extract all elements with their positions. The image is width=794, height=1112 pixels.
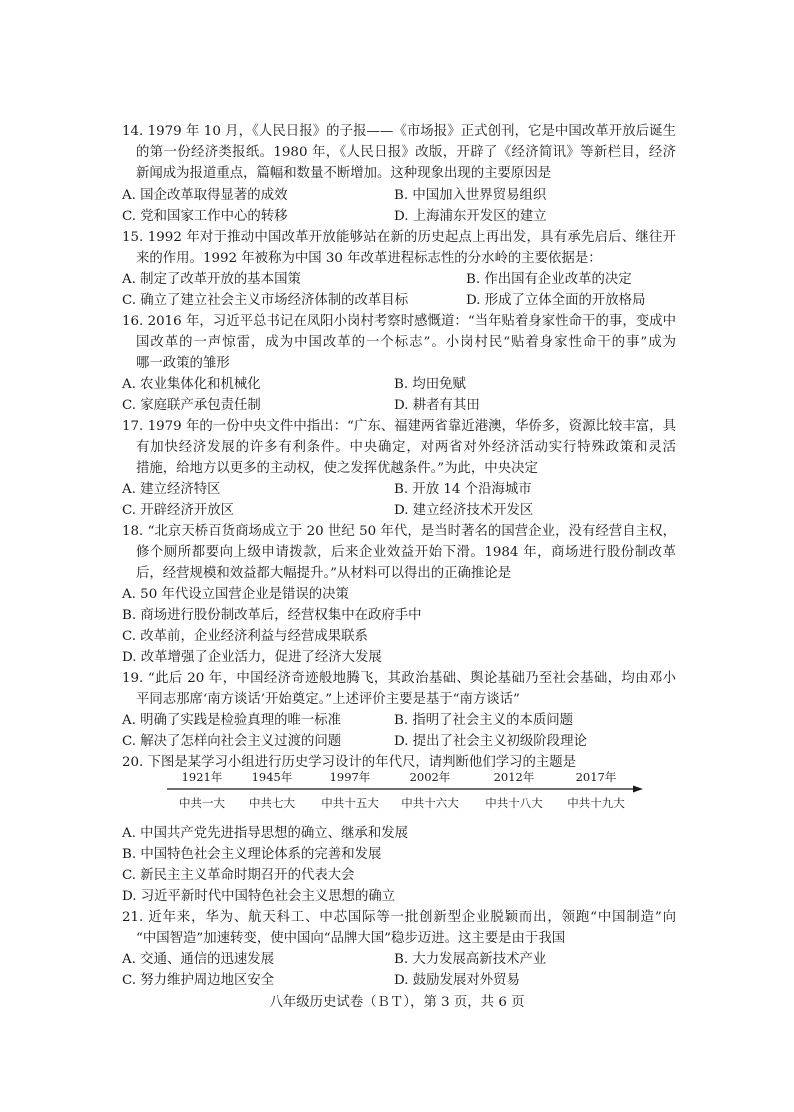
q19-line-1: 19. “此后 20 年，中国经济奇迹般地腾飞，其政治基础、舆论基础乃至社会基础，均由邓小 bbox=[122, 671, 676, 686]
q21-line-2: “中国智造”加速转变，使中国向“品牌大国”稳步迈进。这主要是由于我国 bbox=[136, 931, 566, 946]
q15-line-1: 15. 1992 年对于推动中国改革开放能够站在新的历史起点上再出发，具有承先启后、继往开 bbox=[122, 230, 676, 245]
q14-line-1: 14. 1979 年 10 月，《人民日报》的子报——《市场报》正式创刊，它是中国改革开放后诞生 bbox=[122, 124, 676, 139]
q20-option-d: D. 习近平新时代中国特色社会主义思想的确立 bbox=[122, 889, 396, 904]
q16-line-2: 国改革的一声惊雷，成为中国改革的一个标志”。小岗村民“贴着身家性命干的事”成为 bbox=[136, 335, 676, 350]
q16-line-1: 16. 2016 年，习近平总书记在凤阳小岗村考察时感慨道：“当年贴着身家性命干的事，变成中 bbox=[122, 314, 676, 329]
q18-option-b: B. 商场进行股份制改革后，经营权集中在政府手中 bbox=[122, 608, 422, 623]
q20-option-a: A. 中国共产党先进指导思想的确立、继承和发展 bbox=[122, 826, 408, 841]
q18-line-3: 后，经营规模和效益都大幅提升。”从材料可以得出的正确推论是 bbox=[136, 566, 512, 581]
q14-line-2: 的第一份经济类报纸。1980 年，《人民日报》改版，开辟了《经济简讯》等新栏目，经济 bbox=[136, 145, 676, 160]
timeline-year: 2002年 bbox=[409, 770, 451, 784]
timeline-year: 2017年 bbox=[575, 770, 617, 784]
q15-option-a: A. 制定了改革开放的基本国策 bbox=[122, 272, 301, 287]
q18-line-1: 18. “北京天桥百货商场成立于 20 世纪 50 年代，是当时著名的国营企业，没有经营自主权， bbox=[122, 524, 676, 539]
timeline-year: 2012年 bbox=[493, 770, 535, 784]
q17-option-a: A. 建立经济特区 bbox=[122, 482, 221, 497]
timeline-label: 中共一大 bbox=[179, 796, 225, 810]
q18-option-c: C. 改革前，企业经济利益与经营成果联系 bbox=[122, 629, 368, 644]
timeline-year: 1997年 bbox=[329, 770, 371, 784]
q15-option-b: B. 作出国有企业改革的决定 bbox=[466, 272, 632, 287]
q17-line-3: 措施，给地方以更多的主动权，使之发挥优越条件。”为此，中央决定 bbox=[136, 461, 538, 476]
q18-option-d: D. 改革增强了企业活力，促进了经济大发展 bbox=[122, 650, 382, 665]
q20-option-b: B. 中国特色社会主义理论体系的完善和发展 bbox=[122, 847, 382, 862]
q15-option-c: C. 确立了建立社会主义市场经济体制的改革目标 bbox=[122, 293, 409, 308]
page-footer: 八年级历史试卷（ＢＴ），第 3 页，共 6 页 bbox=[269, 995, 525, 1010]
timeline-figure bbox=[165, 766, 645, 818]
q16-option-d: D. 耕者有其田 bbox=[394, 398, 480, 413]
timeline-axis bbox=[165, 784, 645, 794]
q14-option-d: D. 上海浦东开发区的建立 bbox=[394, 209, 547, 224]
q19-option-c: C. 解决了怎样向社会主义过渡的问题 bbox=[122, 734, 342, 749]
q16-line-3: 哪一政策的雏形 bbox=[136, 356, 230, 371]
q15-line-2: 来的作用。1992 年被称为中国 30 年改革进程标志性的分水岭的主要依据是： bbox=[136, 251, 602, 266]
q16-option-a: A. 农业集体化和机械化 bbox=[122, 377, 261, 392]
q21-option-c: C. 努力维护周边地区安全 bbox=[122, 973, 275, 988]
timeline-label: 中共十六大 bbox=[401, 796, 459, 810]
timeline-label: 中共十八大 bbox=[485, 796, 543, 810]
q17-option-b: B. 开放 14 个沿海城市 bbox=[394, 482, 532, 497]
q18-line-2: 修个厕所都要向上级申请拨款，后来企业效益开始下滑。1984 年，商场进行股份制改革 bbox=[136, 545, 676, 560]
timeline-label: 中共七大 bbox=[249, 796, 295, 810]
timeline-year: 1945年 bbox=[251, 770, 293, 784]
q17-line-1: 17. 1979 年的一份中央文件中指出：“广东、福建两省靠近港澳，华侨多，资源比较丰富，具 bbox=[122, 419, 676, 434]
q19-option-d: D. 提出了社会主义初级阶段理论 bbox=[394, 734, 587, 749]
q21-option-a: A. 交通、通信的迅速发展 bbox=[122, 952, 275, 967]
q14-option-b: B. 中国加入世界贸易组织 bbox=[394, 188, 547, 203]
q15-option-d: D. 形成了立体全面的开放格局 bbox=[466, 293, 646, 308]
q19-option-a: A. 明确了实践是检验真理的唯一标准 bbox=[122, 713, 342, 728]
q21-option-d: D. 鼓励发展对外贸易 bbox=[394, 973, 520, 988]
timeline-label: 中共十五大 bbox=[321, 796, 379, 810]
q21-option-b: B. 大力发展高新技术产业 bbox=[394, 952, 547, 967]
q16-option-c: C. 家庭联产承包责任制 bbox=[122, 398, 261, 413]
q19-line-2: 平同志那席‘南方谈话’开始奠定。”上述评价主要是基于“南方谈话” bbox=[136, 692, 520, 707]
timeline-label: 中共十九大 bbox=[567, 796, 625, 810]
q17-option-d: D. 建立经济技术开发区 bbox=[394, 503, 534, 518]
q18-option-a: A. 50 年代设立国营企业是错误的决策 bbox=[122, 587, 349, 602]
q20-line-1: 20. 下图是某学习小组进行历史学习设计的年代尺，请判断他们学习的主题是 bbox=[122, 755, 577, 770]
q21-line-1: 21. 近年来，华为、航天科工、中芯国际等一批创新型企业脱颖而出，领跑“中国制造”向 bbox=[122, 910, 676, 925]
q14-line-3: 新闻成为报道重点，篇幅和数量不断增加。这种现象出现的主要原因是 bbox=[136, 166, 552, 181]
timeline-year: 1921年 bbox=[181, 770, 223, 784]
q19-option-b: B. 指明了社会主义的本质问题 bbox=[394, 713, 574, 728]
q17-option-c: C. 开辟经济开放区 bbox=[122, 503, 235, 518]
q20-option-c: C. 新民主主义革命时期召开的代表大会 bbox=[122, 868, 355, 883]
q17-line-2: 有加快经济发展的许多有利条件。中央确定，对两省对外经济活动实行特殊政策和灵活 bbox=[136, 440, 676, 455]
q14-option-a: A. 国企改革取得显著的成效 bbox=[122, 188, 288, 203]
q16-option-b: B. 均田免赋 bbox=[394, 377, 466, 392]
q14-option-c: C. 党和国家工作中心的转移 bbox=[122, 209, 288, 224]
